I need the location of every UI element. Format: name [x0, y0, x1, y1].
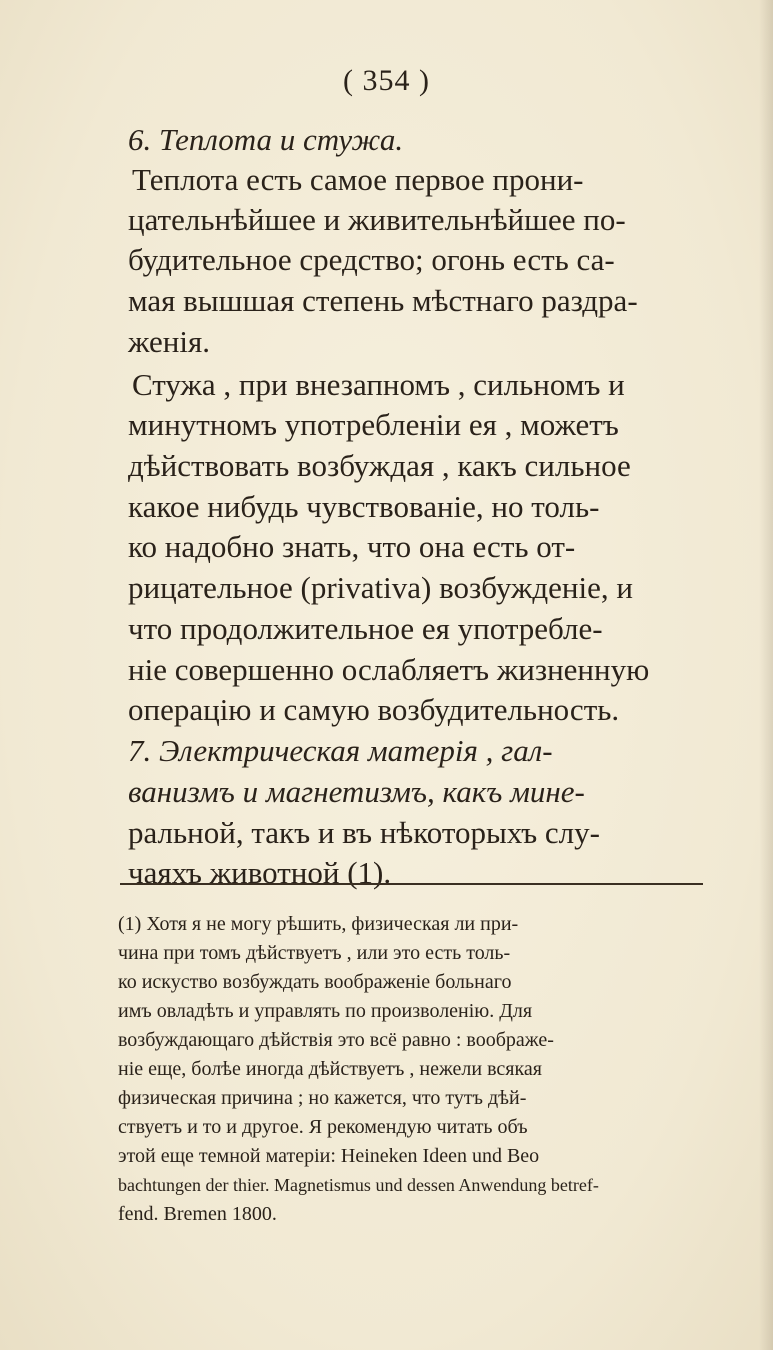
- footnote-line: возбуждающаго дѣйствія это всё равно : воображе-: [118, 1029, 554, 1051]
- body-line: женія.: [128, 324, 210, 359]
- body-line: рицательное (privativa) возбужденіе, и: [128, 570, 633, 605]
- body-line: будительное средство; огонь есть са-: [128, 242, 615, 277]
- body-line: ральной, такъ и въ нѣкоторыхъ слу-: [128, 815, 600, 850]
- body-line: ванизмъ и магнетизмъ, какъ мине-: [128, 774, 585, 809]
- body-line: мая вышшая степень мѣстнаго раздра-: [128, 283, 638, 318]
- footnote-line: (1) Хотя я не могу рѣшить, физическая ли при-: [118, 913, 519, 935]
- section-heading-6: 6. Теплота и стужа.: [128, 122, 404, 157]
- body-line: цательнѣйшее и живительнѣйшее по-: [128, 202, 626, 237]
- footnote-line: ніе еще, болѣе иногда дѣйствуетъ , нежели всякая: [118, 1058, 542, 1080]
- footnote-line: ко искуство возбуждать воображеніе больнаго: [118, 971, 512, 993]
- page-number: ( 354 ): [343, 64, 430, 97]
- body-line: ніе совершенно ослабляетъ жизненную: [128, 652, 650, 687]
- page-edge-shadow: [759, 0, 773, 1350]
- body-line: операцію и самую возбудительность.: [128, 692, 620, 727]
- body-line: чаяхъ животной (1).: [128, 855, 392, 890]
- body-line: ко надобно знать, что она есть от-: [128, 529, 576, 564]
- footnote-line: этой еще темной матеріи: Heineken Ideen und Beo: [118, 1145, 540, 1167]
- footnote-line: bachtungen der thier. Magnetismus und dessen Anwendung betref-: [118, 1175, 599, 1195]
- body-line: дѣйствовать возбуждая , какъ сильное: [128, 448, 631, 483]
- footnote-line: fend. Bremen 1800.: [118, 1203, 277, 1225]
- footnote-line: ствуетъ и то и другое. Я рекомендую читать объ: [118, 1116, 528, 1138]
- section-heading-7: 7. Электрическая матерія , гал-: [128, 733, 553, 768]
- footnote-line: имъ овладѣть и управлять по произволенію. Для: [118, 1000, 533, 1022]
- body-line: Теплота есть самое первое прони-: [132, 162, 584, 197]
- footnote-line: чина при томъ дѣйствуетъ , или это есть толь-: [118, 942, 511, 964]
- body-line: Стужа , при внезапномъ , сильномъ и: [132, 367, 625, 402]
- body-line: что продолжительное ея употребле-: [128, 611, 603, 646]
- body-line: минутномъ употребленіи ея , можетъ: [128, 407, 619, 442]
- footnote-divider: [120, 883, 703, 885]
- body-line: какое нибудь чувствованіе, но толь-: [128, 489, 600, 524]
- footnote-line: физическая причина ; но кажется, что тутъ дѣй-: [118, 1087, 527, 1109]
